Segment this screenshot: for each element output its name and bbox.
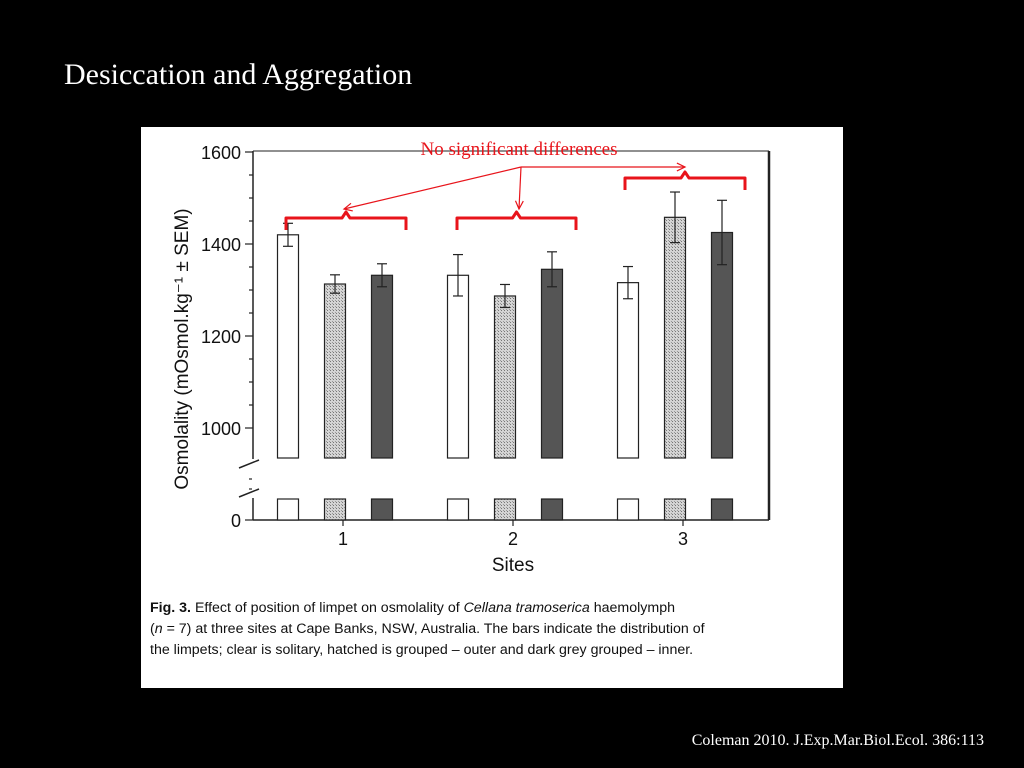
bar-dark-grey-site-3-base [712, 499, 733, 520]
annotation [286, 139, 745, 230]
annotation-text: No significant differences [420, 139, 618, 160]
bar-dark-grey-site-2-base [542, 499, 563, 520]
tick-labels [201, 143, 688, 549]
osmolality-bar-chart [141, 127, 843, 597]
bar-hatched-site-2 [495, 296, 516, 458]
bar-hatched-site-3 [665, 217, 686, 458]
caption-text: Effect of position of limpet on osmolality of [194, 600, 460, 616]
bar-hatched-site-1-base [325, 499, 346, 520]
bar-clear-site-1 [278, 235, 299, 458]
caption-text: = 7) at three sites at Cape Banks, NSW, Australia. The bars indicate the distribution of [162, 621, 705, 637]
bracket-site-1 [286, 212, 406, 230]
figure-caption [150, 598, 800, 661]
bars [278, 217, 733, 520]
y-tick-label: 1200 [200, 327, 241, 347]
bracket-site-3 [625, 172, 745, 190]
figure-panel [141, 127, 843, 688]
bar-dark-grey-site-1-base [372, 499, 393, 520]
bar-clear-site-1-base [278, 499, 299, 520]
bar-hatched-site-1 [325, 284, 346, 458]
bar-dark-grey-site-2 [542, 269, 563, 458]
x-tick-label: 1 [337, 529, 349, 549]
bar-hatched-site-3-base [665, 499, 686, 520]
citation: Coleman 2010. J.Exp.Mar.Biol.Ecol. 386:113 [691, 732, 984, 749]
caption-fig-label: Fig. 3. [150, 600, 191, 616]
x-tick-label: 2 [507, 529, 519, 549]
y-tick-label: 1000 [200, 419, 241, 439]
caption-species: Cellana tramoserica [463, 600, 590, 616]
y-tick-label: 1400 [200, 235, 241, 255]
caption-line-3: the limpets; clear is solitary, hatched is grouped – outer and dark grey grouped – inner. [150, 642, 694, 658]
bar-hatched-site-2-base [495, 499, 516, 520]
bar-clear-site-2 [448, 275, 469, 458]
x-tick-label: 3 [677, 529, 689, 549]
y-tick-label: 1600 [200, 143, 241, 163]
bar-clear-site-3-base [618, 499, 639, 520]
arrow-to-site-2 [519, 167, 521, 209]
bar-clear-site-3 [618, 283, 639, 458]
slide-title: Desiccation and Aggregation [64, 58, 413, 91]
caption-line-2 [150, 619, 800, 640]
bar-dark-grey-site-1 [372, 275, 393, 458]
bar-dark-grey-site-3 [712, 233, 733, 459]
x-axis-label: Sites [491, 555, 535, 576]
caption-n-symbol: n [154, 621, 163, 637]
y-tick-label: 0 [230, 511, 241, 531]
caption-line-1 [150, 598, 800, 619]
error-bars [283, 192, 727, 307]
caption-text: ( [150, 621, 155, 637]
bracket-site-2 [457, 212, 576, 230]
y-axis-label: Osmolality (mOsmol.kg⁻¹ ± SEM) [172, 208, 193, 490]
bar-clear-site-2-base [448, 499, 469, 520]
arrow-to-site-1 [344, 167, 521, 209]
caption-text: haemolymph [593, 600, 675, 616]
